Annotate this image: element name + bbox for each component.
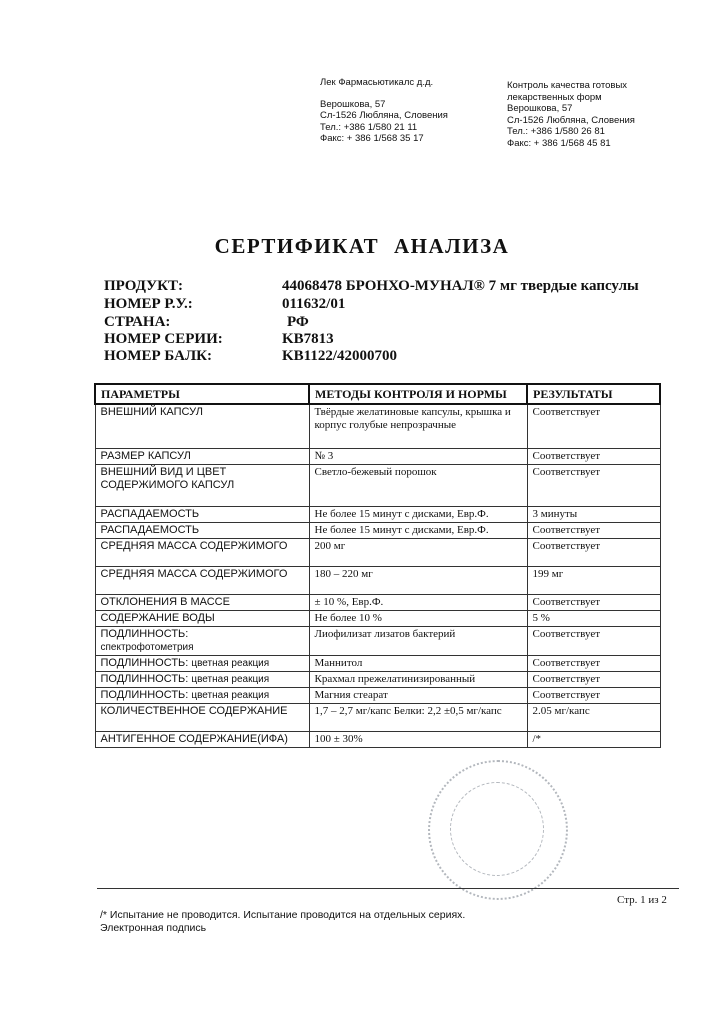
param-cell [95,687,309,703]
header-parameters: ПАРАМЕТРЫ [95,384,309,404]
param-note: цветная реакция [191,673,270,685]
param-name: СОДЕРЖАНИЕ ВОДЫ [100,611,215,624]
result-cell: 199 мг [527,566,660,594]
method-cell: Светло-бежевый порошок [309,464,527,506]
table-row [95,731,660,747]
table-header-row [95,384,660,404]
method-cell: Не более 15 минут с дисками, Евр.Ф. [309,522,527,538]
method-cell: Магния стеарат [309,687,527,703]
method-cell: 1,7 – 2,7 мг/капс Белки: 2,2 ±0,5 мг/капс [309,703,527,731]
table-row [95,506,660,522]
result-cell: Соответствует [527,464,660,506]
param-name: ПОДЛИННОСТЬ: [100,672,189,685]
registration-label: НОМЕР Р.У.: [104,296,193,312]
table-row [95,594,660,610]
param-cell [95,626,309,655]
param-name: КОЛИЧЕСТВЕННОЕ СОДЕРЖАНИЕ [100,704,288,717]
method-cell: 100 ± 30% [309,731,527,747]
param-cell [95,655,309,671]
qc-phone: Тел.: +386 1/580 26 81 [507,126,605,137]
method-cell: Не более 15 минут с дисками, Евр.Ф. [309,506,527,522]
header-methods: МЕТОДЫ КОНТРОЛЯ И НОРМЫ [309,384,527,404]
method-cell: Маннитол [309,655,527,671]
result-cell: Соответствует [527,538,660,566]
method-cell: Не более 10 % [309,610,527,626]
table-row [95,522,660,538]
qc-fax: Факс: + 386 1/568 45 81 [507,137,611,149]
qc-line2: лекарственных форм [507,91,602,103]
param-name: СРЕДНЯЯ МАССА СОДЕРЖИМОГО [100,567,288,580]
result-cell: Соответствует [527,671,660,687]
param-name: РАСПАДАЕМОСТЬ [100,523,200,536]
table-row [95,671,660,687]
param-name: ПОДЛИННОСТЬ: [100,688,189,701]
result-cell: 5 % [527,610,660,626]
qc-street: Верошкова, 57 [507,103,573,114]
document-title [0,234,724,259]
qc-line1: Контроль качества готовых [507,80,628,91]
table-row [95,687,660,703]
qc-city: Сл-1526 Любляна, Словения [507,114,635,126]
param-cell [95,404,309,448]
method-cell: Твёрдые желатиновые капсулы, крышка и корпус голубые непрозрачные [309,404,527,448]
result-cell: Соответствует [527,522,660,538]
table-row [95,538,660,566]
table-row [95,448,660,464]
table-row [95,626,660,655]
electronic-signature-note: Электронная подпись [100,922,207,934]
table-row [95,703,660,731]
registration-value: 011632/01 [282,296,346,312]
param-cell [95,448,309,464]
result-cell: 2.05 мг/капс [527,703,660,731]
title-word-2: АНАЛИЗА [393,234,510,258]
stamp-inner-ring [450,782,544,876]
analysis-table [94,383,661,748]
sender-company: Лек Фармасьютикалс д.д. [320,77,434,88]
param-name: РАЗМЕР КАПСУЛ [100,449,191,462]
header-results: РЕЗУЛЬТАТЫ [527,384,660,404]
footer-divider [97,888,679,889]
param-cell [95,522,309,538]
param-cell [95,464,309,506]
param-note: цветная реакция [191,657,270,669]
result-cell: Соответствует [527,448,660,464]
param-name: ОТКЛОНЕНИЯ В МАССЕ [100,595,230,608]
method-cell: Крахмал прежелатинизированный [309,671,527,687]
footnote: /* Испытание не проводится. Испытание проводится на отдельных сериях. [100,909,466,921]
result-cell: Соответствует [527,404,660,448]
param-cell [95,538,309,566]
param-cell [95,703,309,731]
sender-phone: Тел.: +386 1/580 21 11 [320,121,418,133]
param-note: цветная реакция [191,689,270,701]
product-label: ПРОДУКТ: [104,278,184,294]
result-cell: Соответствует [527,594,660,610]
table-row [95,404,660,448]
param-cell [95,731,309,747]
bulk-label: НОМЕР БАЛК: [104,348,213,364]
param-name: ВНЕШНИЙ ВИД И ЦВЕТ СОДЕРЖИМОГО КАПСУЛ [100,465,235,491]
param-name: АНТИГЕННОЕ СОДЕРЖАНИЕ(ИФА) [100,732,288,745]
param-name: РАСПАДАЕМОСТЬ [100,507,200,520]
sender-street: Верошкова, 57 [320,98,386,110]
sender-city: Сл-1526 Любляна, Словения [320,110,448,121]
sender-fax: Факс: + 386 1/568 35 17 [320,133,424,144]
method-cell: Лиофилизат лизатов бактерий [309,626,527,655]
method-cell: ± 10 %, Евр.Ф. [309,594,527,610]
method-cell: 200 мг [309,538,527,566]
page-number: Стр. 1 из 2 [617,894,667,906]
param-cell [95,594,309,610]
bulk-value: KB1122/42000700 [282,348,398,364]
table-row [95,655,660,671]
qc-address [507,80,635,149]
sender-address [320,77,448,145]
param-cell [95,671,309,687]
batch-value: KB7813 [282,331,334,347]
table-row [95,566,660,594]
country-value: РФ [287,314,309,330]
method-cell: № 3 [309,448,527,464]
table-row [95,610,660,626]
result-cell: Соответствует [527,687,660,703]
title-word-1: СЕРТИФИКАТ [214,234,380,258]
result-cell: Соответствует [527,655,660,671]
country-label: СТРАНА: [104,314,171,330]
quality-seal-stamp [428,760,568,900]
param-name: ВНЕШНИЙ КАПСУЛ [100,406,203,418]
result-cell: Соответствует [527,626,660,655]
result-cell: /* [527,731,660,747]
param-cell [95,506,309,522]
method-cell: 180 – 220 мг [309,566,527,594]
param-note: спектрофотометрия [100,641,194,653]
param-cell [95,566,309,594]
param-cell [95,610,309,626]
product-value: 44068478 БРОНХО-МУНАЛ® 7 мг твердые капсулы [282,278,639,294]
table-row [95,464,660,506]
param-name: ПОДЛИННОСТЬ: [100,656,189,669]
param-name: ПОДЛИННОСТЬ: [100,627,189,640]
param-name: СРЕДНЯЯ МАССА СОДЕРЖИМОГО [100,539,288,552]
batch-label: НОМЕР СЕРИИ: [104,331,223,347]
result-cell: 3 минуты [527,506,660,522]
